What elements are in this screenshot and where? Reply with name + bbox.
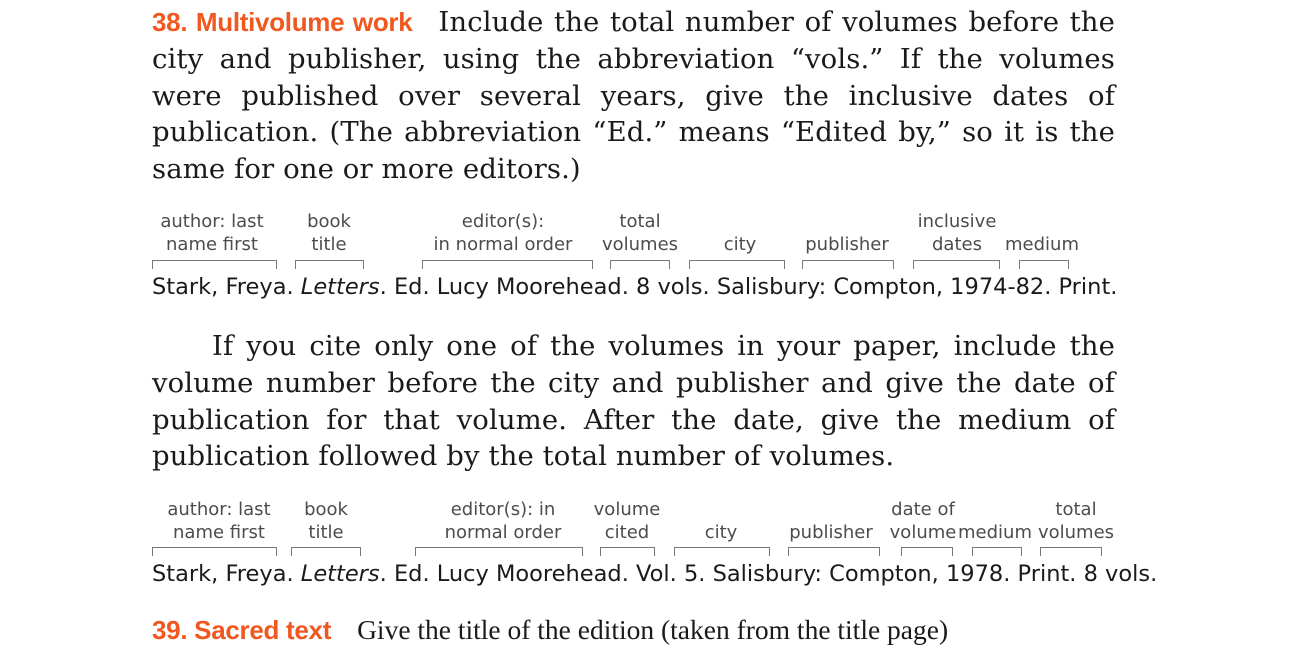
cite-date: 1978.: [938, 561, 1011, 587]
bracket-city: [674, 547, 770, 556]
label-book-title: book title: [307, 211, 351, 255]
bracket-dates: [913, 260, 1000, 269]
cite-title: Letters: [300, 561, 380, 587]
bracket-medium: [972, 547, 1022, 556]
label-volume-cited: volume cited: [593, 499, 661, 543]
section-38-body: Include the total number of volumes before the city and publisher, using the abbreviation “vols.” If the volumes were published over several years, give the inclusive dates of publication. (The abbreviation “Ed.” means “Edited by,” so it is the same for one or more editors.): [152, 6, 1115, 186]
cite-editor: . Ed. Lucy Moorehead.: [379, 561, 629, 587]
label-date-of-volume: date of volume: [889, 499, 957, 543]
bracket-city: [689, 260, 785, 269]
bracket-medium: [1019, 260, 1069, 269]
bracket-title: [295, 260, 364, 269]
bracket-publisher: [802, 260, 894, 269]
bracket-volume: [600, 547, 655, 556]
label-total-volumes: total volumes: [1037, 499, 1115, 543]
bracket-total: [1040, 547, 1102, 556]
cite-volumes: 8 vols.: [628, 274, 710, 300]
example-1-citation: [152, 274, 1117, 300]
section-39-heading: 39. Sacred text: [152, 615, 332, 645]
section-38-heading: 38. Multivolume work: [152, 7, 413, 37]
label-medium: medium: [1005, 234, 1079, 255]
label-author: author: last name first: [167, 499, 271, 543]
bracket-editors: [422, 260, 593, 269]
label-city: city: [723, 234, 757, 255]
label-editors: editor(s): in normal order: [433, 211, 573, 255]
paragraph-single-volume: If you cite only one of the volumes in your paper, include the volume number before the city and publisher and give the date of publication for that volume. After the date, give the medium of publication followed by the total number of volumes.: [152, 330, 1115, 473]
label-inclusive-dates: inclusive dates: [917, 211, 997, 255]
cite-volume: Vol. 5.: [628, 561, 706, 587]
label-author: author: last name first: [160, 211, 264, 255]
cite-city: Salisbury:: [705, 561, 822, 587]
label-total-volumes: total volumes: [601, 211, 679, 255]
label-book-title: book title: [304, 499, 348, 543]
label-publisher: publisher: [805, 234, 889, 255]
cite-author: Stark, Freya.: [152, 274, 294, 300]
bracket-author: [152, 260, 277, 269]
bracket-title: [291, 547, 361, 556]
label-medium: medium: [958, 522, 1032, 543]
bracket-date: [901, 547, 953, 556]
cite-medium: Print.: [1051, 274, 1118, 300]
label-city: city: [704, 522, 738, 543]
section-38-paragraph: [152, 4, 1115, 188]
cite-city: Salisbury:: [709, 274, 827, 300]
bracket-publisher: [788, 547, 880, 556]
bracket-author: [152, 547, 277, 556]
cite-author: Stark, Freya.: [152, 561, 294, 587]
label-publisher: publisher: [789, 522, 873, 543]
cite-publisher: Compton,: [826, 274, 944, 300]
bracket-editors: [415, 547, 583, 556]
cite-total: 8 vols.: [1076, 561, 1158, 587]
label-editors: editor(s): in normal order: [444, 499, 562, 543]
cite-publisher: Compton,: [821, 561, 939, 587]
bracket-volumes: [610, 260, 670, 269]
section-39-body: Give the title of the edition (taken from the title page): [357, 614, 949, 645]
cite-medium: Print.: [1010, 561, 1077, 587]
cite-editor: . Ed. Lucy Moorehead.: [379, 274, 629, 300]
cite-dates: 1974-82.: [943, 274, 1052, 300]
cite-title: Letters: [300, 274, 380, 300]
example-2-citation: [152, 561, 1157, 587]
section-39-line: [152, 614, 948, 646]
